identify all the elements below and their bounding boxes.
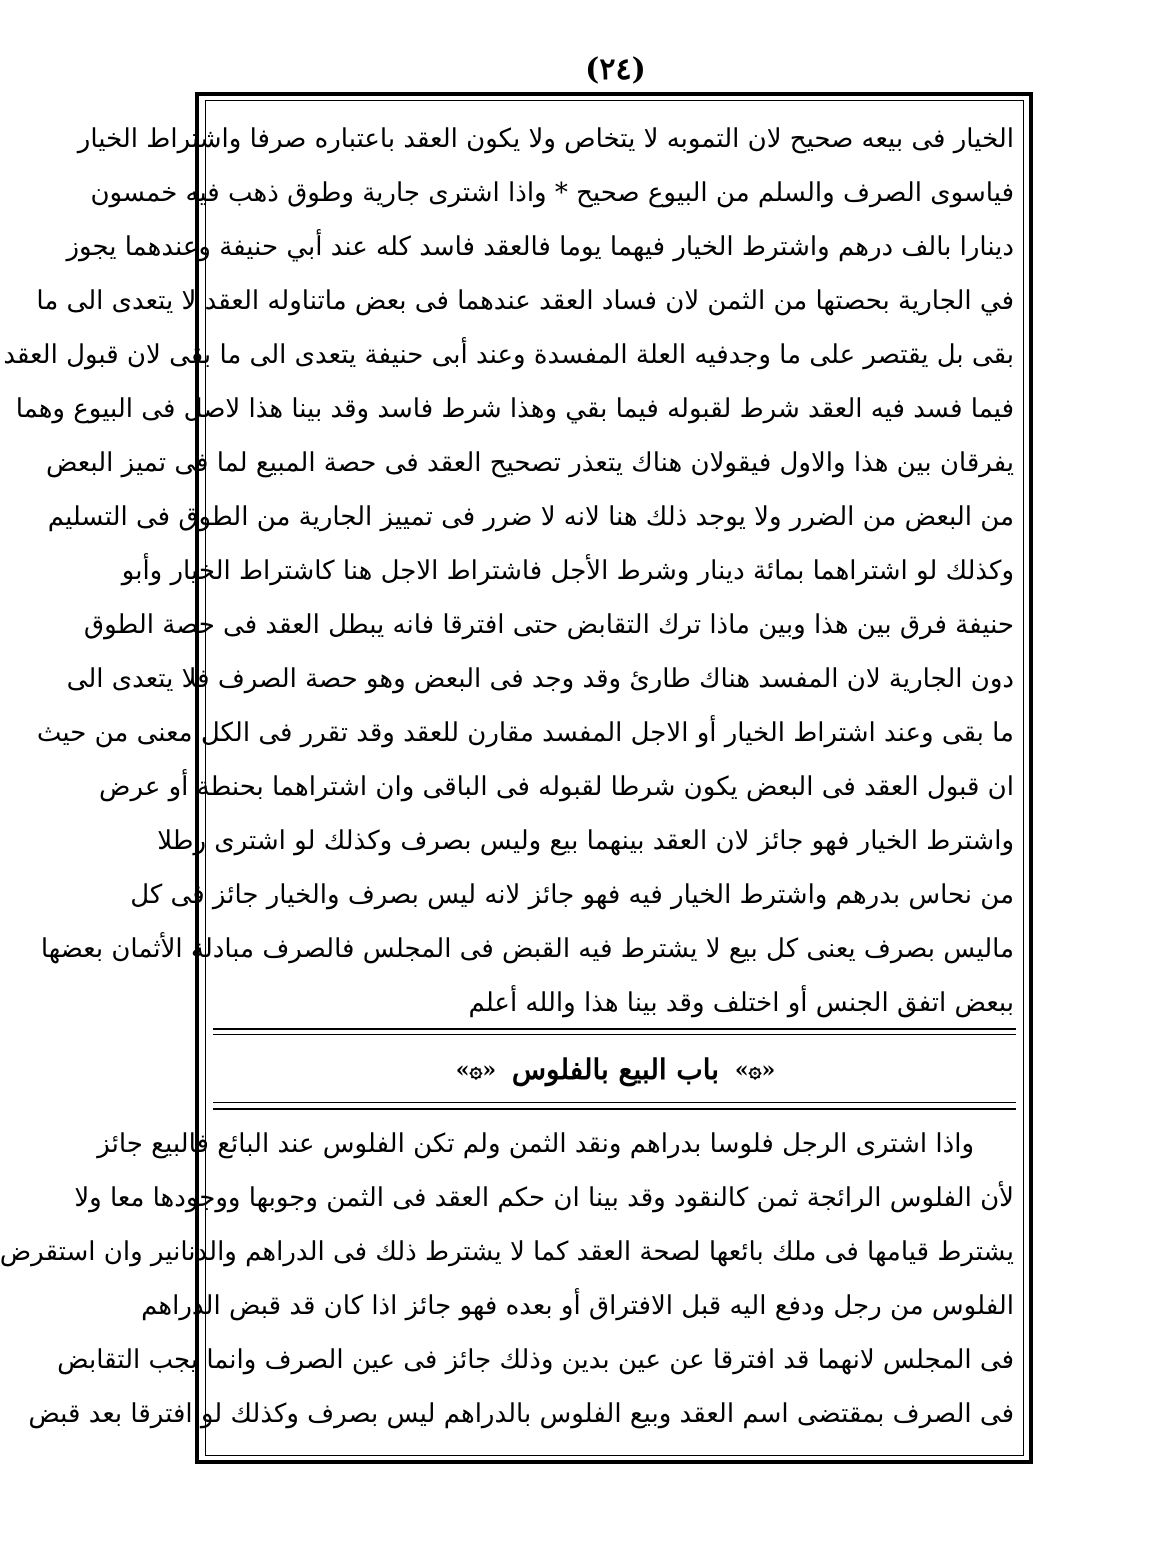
- text-line: بقى بل يقتصر على ما وجدفيه العلة المفسدة وعند أبى حنيفة يتعدى الى ما بقى لان قبول العقد: [3, 340, 1014, 370]
- text-line: من البعض من الضرر ولا يوجد ذلك هنا لانه لا ضرر فى تمييز الجارية من الطوق فى التسليم: [47, 502, 1014, 532]
- divider-bottom-thin: [213, 1102, 1016, 1103]
- text-line: ما بقى وعند اشتراط الخيار أو الاجل المفسد مقارن للعقد وقد تقرر فى الكل معنى من حيث: [36, 718, 1014, 748]
- text-line: وكذلك لو اشتراهما بمائة دينار وشرط الأجل فاشتراط الاجل هنا كاشتراط الخيار وأبو: [121, 556, 1014, 586]
- divider-top-thick: [213, 1028, 1016, 1030]
- text-line: من نحاس بدرهم واشترط الخيار فيه فهو جائز لانه ليس بصرف والخيار جائز فى كل: [130, 880, 1014, 910]
- text-line: ماليس بصرف يعنى كل بيع لا يشترط فيه القبض فى المجلس فالصرف مبادلة الأثمان بعضها: [40, 934, 1014, 964]
- page-number: (٢٤): [585, 52, 646, 87]
- section-one-text: [3, 112, 1014, 1030]
- text-line: الخيار فى بيعه صحيح لان التموبه لا يتخاص ولا يكون العقد باعتباره صرفا واشتراط الخيار: [77, 124, 1014, 154]
- section-two-text: [0, 1117, 1014, 1441]
- divider-top-thin: [213, 1034, 1016, 1035]
- ornament-left-icon: «۞»: [455, 1056, 497, 1083]
- divider-bottom-thick: [213, 1108, 1016, 1110]
- text-line: ان قبول العقد فى البعض يكون شرطا لقبوله فى الباقى وان اشتراهما بحنطة أو عرض: [99, 772, 1014, 802]
- text-line: فى الصرف بمقتضى اسم العقد وبيع الفلوس بالدراهم ليس بصرف وكذلك لو افترقا بعد قبض: [28, 1399, 1014, 1429]
- text-line: يفرقان بين هذا والاول فيقولان هناك يتعذر تصحيح العقد فى حصة المبيع لما فى تميز البعض: [45, 448, 1014, 478]
- text-line: فى المجلس لانهما قد افترقا عن عين بدين وذلك جائز فى عين الصرف وانما يجب التقابض: [57, 1345, 1014, 1375]
- text-line: يشترط قيامها فى ملك بائعها لصحة العقد كما لا يشترط ذلك فى الدراهم والدنانير وان استقرض: [0, 1237, 1014, 1267]
- text-line: واذا اشترى الرجل فلوسا بدراهم ونقد الثمن ولم تكن الفلوس عند البائع فالبيع جائز: [97, 1129, 974, 1159]
- chapter-title: باب البيع بالفلوس: [511, 1052, 720, 1086]
- text-line: لأن الفلوس الرائجة ثمن كالنقود وقد بينا ان حكم العقد فى الثمن وجوبها ووجودها معا ولا: [74, 1183, 1014, 1213]
- text-line: فيما فسد فيه العقد شرط لقبوله فيما بقي وهذا شرط فاسد وقد بينا هذا لاصل فى البيوع وهما: [15, 394, 1014, 424]
- text-line: فياسوى الصرف والسلم من البيوع صحيح * واذا اشترى جارية وطوق ذهب فيه خمسون: [90, 178, 1014, 208]
- chapter-heading: [67, 1043, 1164, 1093]
- text-line: دينارا بالف درهم واشترط الخيار فيهما يوما فالعقد فاسد كله عند أبي حنيفة وعندهما يجوز: [66, 232, 1014, 262]
- text-line: ببعض اتفق الجنس أو اختلف وقد بينا هذا والله أعلم: [468, 988, 1014, 1018]
- text-line: الفلوس من رجل ودفع اليه قبل الافتراق أو بعده فهو جائز اذا كان قد قبض الدراهم: [141, 1291, 1014, 1321]
- text-line: واشترط الخيار فهو جائز لان العقد بينهما بيع وليس بصرف وكذلك لو اشترى رطلا: [157, 826, 1014, 856]
- text-line: حنيفة فرق بين هذا وبين ماذا ترك التقابض حتى افترقا فانه يبطل العقد فى حصة الطوق: [83, 610, 1014, 640]
- text-line: في الجارية بحصتها من الثمن لان فساد العقد عندهما فى بعض ماتناوله العقد لا يتعدى الى ما: [36, 286, 1014, 316]
- ornament-right-icon: «۞»: [734, 1056, 776, 1083]
- text-line: دون الجارية لان المفسد هناك طارئ وقد وجد فى البعض وهو حصة الصرف فلا يتعدى الى: [66, 664, 1014, 694]
